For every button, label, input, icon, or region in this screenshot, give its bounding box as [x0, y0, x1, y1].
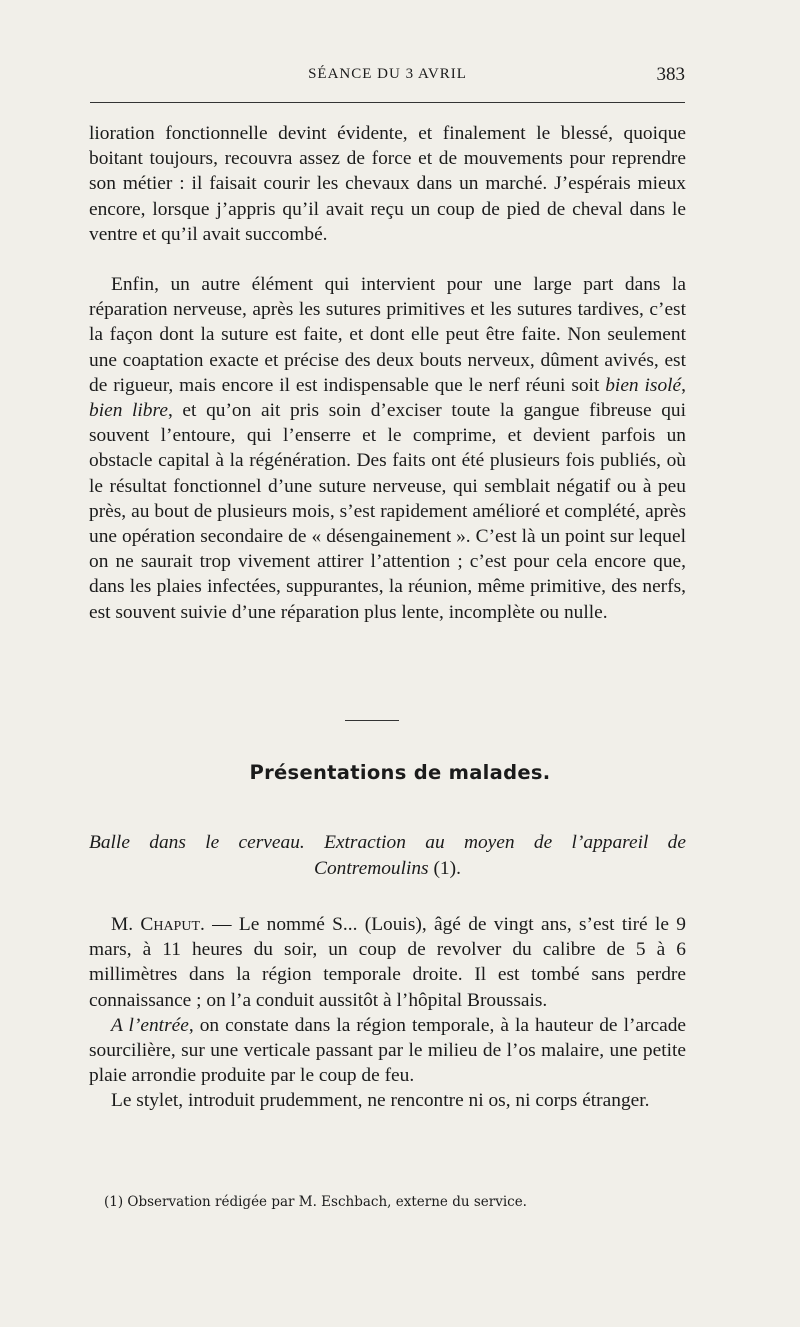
subtitle-line-2 — [89, 856, 686, 882]
section-divider — [345, 720, 399, 721]
speaker-name: Chaput. — [140, 914, 205, 935]
running-header — [90, 64, 685, 88]
case-paragraph-2-text: , on constate dans la région temporale, à la hauteur de l’arcade sourcilière, sur une verticale passant par le milieu de l’os malaire, une petite plaie arrondie produite par le coup de feu. — [89, 1014, 687, 1087]
section-title: Présentations de malades. — [249, 761, 551, 784]
case-paragraph-3: Le stylet, introduit prudemment, ne rencontre ni os, ni corps étranger. — [111, 1090, 650, 1112]
paragraph-1-text: lioration fonctionnelle devint évidente, et finalement le blessé, quoique boitant toujours, recouvra assez de force et de mouvements pour reprendre son métier : il faisait courir les chevaux dans un marché. J’espérais mieux encore, lorsque j’appris qu’il avait reçu un coup de pied de cheval dans le ventre et qu’il avait succombé. — [89, 123, 686, 245]
emphasis-bien-libre: bien libre — [89, 400, 168, 422]
emphasis-separator: , — [681, 374, 686, 396]
case-report — [89, 912, 686, 1114]
emphasis-a-l-entree: A l’entrée — [111, 1014, 189, 1036]
speaker-dash: — — [212, 914, 232, 935]
case-paragraph-1 — [89, 912, 686, 1013]
case-paragraph-2 — [89, 1013, 686, 1089]
footnote: (1) Observation rédigée par M. Eschbach, externe du service. — [104, 1194, 527, 1210]
paragraph-continuation — [89, 121, 686, 247]
footnote-reference: (1). — [433, 858, 461, 879]
case-paragraph-1-text: Le nommé S... (Louis), âgé de vingt ans, s’est tiré le 9 mars, à 11 heures du soir, un coup de revolver du calibre de 5 à 6 millimètres dans la région temporale droite. Il est tombé sans perdre connaissance ; on l’a conduit aussitôt à l’hôpital Broussais. — [89, 914, 686, 1011]
emphasis-bien-isole: bien isolé — [605, 374, 682, 396]
paragraph-2-part-b: , et qu’on ait pris soin d’exciser toute la gangue fibreuse qui souvent l’entoure, qui l’enserre et le comprime, et devient parfois un obstacle capital à la régénération. Des faits ont été plusieurs fois publiés, où le résultat fonctionnel d’une suture nerveuse, qui semblait négatif ou à peu près, au bout de plusieurs mois, s’est rapidement amélioré et complété, après une opération secondaire de « désengainement ». C’est là un point sur lequel on ne saurait trop vivement attirer l’attention ; c’est pour cela encore que, dans les plaies infectées, suppurantes, la réunion, même primitive, des nerfs, est souvent suivie d’une réparation plus lente, incomplète ou nulle. — [89, 400, 686, 623]
paragraph-2-part-a: Enfin, un autre élément qui intervient pour une large part dans la réparation nerveuse, après les sutures primitives et les sutures tardives, c’est la façon dont la suture est faite, et dont elle peut être faite. Non seulement une coaptation exacte et précise des deux bouts nerveux, dûment avivés, est de rigueur, mais encore il est indispensable que le nerf réuni soit — [89, 274, 686, 396]
subtitle-line-1: Balle dans le cerveau. Extraction au moyen de l’appareil de — [89, 832, 686, 853]
subtitle-author: Contremoulins — [314, 858, 429, 879]
header-rule — [90, 102, 685, 103]
page-number: 383 — [656, 64, 685, 85]
paragraph-2 — [89, 272, 686, 625]
paragraph-suture-technique — [89, 272, 686, 625]
header-title: SÉANCE DU 3 AVRIL — [308, 66, 467, 82]
case-subtitle — [89, 830, 686, 882]
speaker-prefix: M. — [111, 914, 134, 935]
